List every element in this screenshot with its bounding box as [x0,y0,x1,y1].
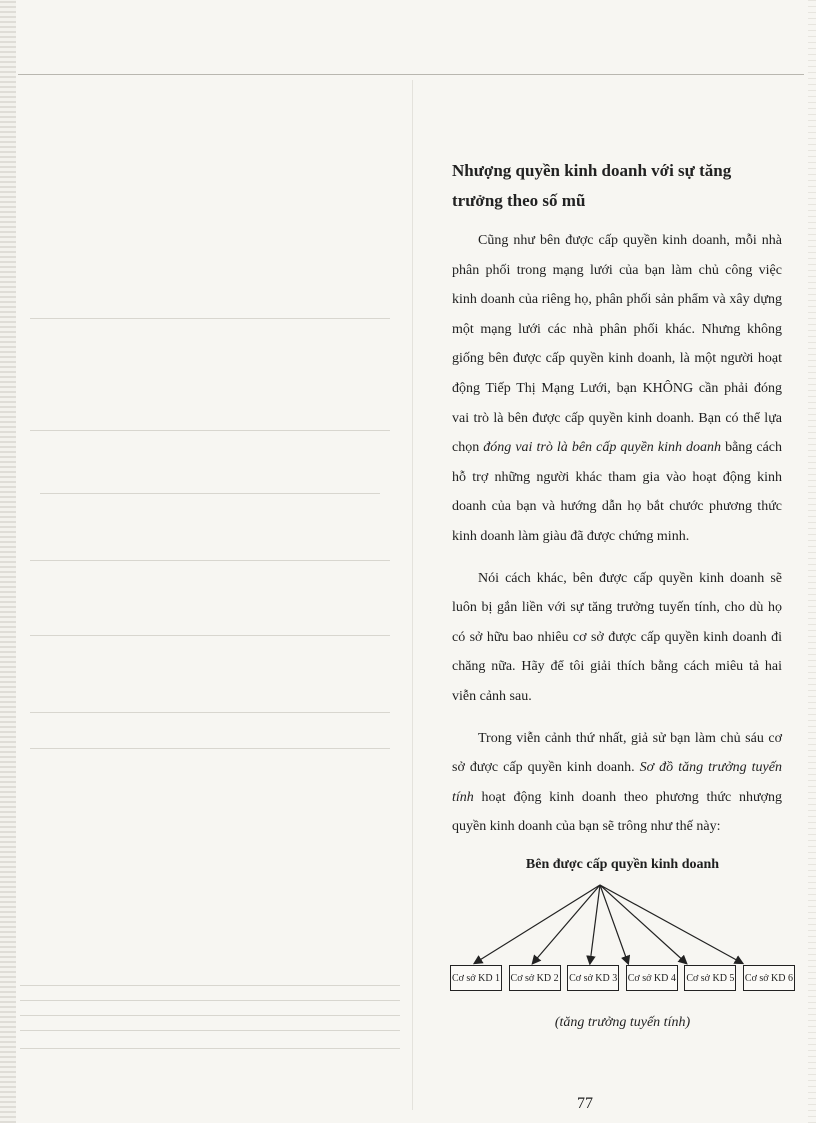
bleed-line [20,1048,400,1049]
paragraph-1-emphasis: đóng vai trò là bên cấp quyền kinh doanh [483,440,722,456]
arrow-6 [600,885,742,963]
franchise-box-2: Cơ sở KD 2 [509,965,561,991]
bleed-line [30,748,390,749]
bleed-line [20,1030,400,1031]
bleed-line [20,985,400,986]
bleed-line [40,493,380,494]
page-number: 77 [577,1095,593,1112]
paragraph-1 [452,226,782,552]
paragraph-3-emphasis: Sơ đồ tăng trưởng tuyến tính [452,760,782,805]
scan-edge-left [0,0,16,1123]
gutter-line [412,80,413,1110]
franchise-box-4: Cơ sở KD 4 [626,965,678,991]
diagram-boxes [450,965,795,991]
top-rule [18,74,804,75]
bleed-line [30,635,390,636]
arrow-2 [533,885,600,963]
bleed-line [20,1015,400,1016]
section-heading: Nhượng quyền kinh doanh với sự tăng trưởng theo số mũ [452,161,732,210]
paragraph-1-text-a: Cũng như bên được cấp quyền kinh doanh, mỗi nhà phân phối trong mạng lưới của bạn làm chủ công việc kinh doanh của riêng họ, phân phối sản phẩm và xây dựng một mạng lưới các nhà phân phối khác. Nhưng không giống bên được cấp quyền kinh doanh, là một người hoạt động Tiếp Thị Mạng Lưới, bạn KHÔNG cần phải đóng vai trò là bên được cấp quyền kinh doanh. Bạn có thể lựa chọn [452,233,782,456]
franchise-diagram [450,855,795,1055]
arrow-3 [590,885,600,963]
paragraph-3-text-a: Trong viễn cảnh thứ nhất, giả sử bạn làm chủ sáu cơ sở được cấp quyền kinh doanh. [452,730,782,776]
franchise-box-3: Cơ sở KD 3 [567,965,619,991]
paragraph-3-text-b: hoạt động kinh doanh theo phương thức nhượng quyền kinh doanh của bạn sẽ trông như thế này: [452,789,782,835]
bleed-line [20,1000,400,1001]
paragraph-3 [452,724,782,842]
diagram-caption: (tăng trưởng tuyến tính) [554,1015,691,1030]
scan-edge-right [808,0,816,1123]
bleed-line [30,712,390,713]
arrow-5 [600,885,686,963]
arrow-1 [475,885,600,963]
page-content [452,156,782,854]
bleed-line [30,560,390,561]
paragraph-1-text-b: bằng cách hỗ trợ những người khác tham gia vào hoạt động kinh doanh của bạn và hướng dẫn họ bắt chước phương thức kinh doanh làm giàu đã được chứng minh. [452,440,783,544]
arrow-4 [600,885,628,963]
diagram-title: Bên được cấp quyền kinh doanh [525,857,720,872]
franchise-box-1: Cơ sở KD 1 [450,965,502,991]
franchise-box-5: Cơ sở KD 5 [684,965,736,991]
paragraph-2: Nói cách khác, bên được cấp quyền kinh doanh sẽ luôn bị gắn liền với sự tăng trưởng tuyến tính, cho dù họ có sở hữu bao nhiêu cơ sở được cấp quyền kinh doanh đi chăng nữa. Hãy để tôi giải thích bằng cách miêu tả hai viễn cảnh sau. [452,570,782,704]
bleed-line [30,430,390,431]
bleed-line [30,318,390,319]
franchise-box-6: Cơ sở KD 6 [743,965,795,991]
